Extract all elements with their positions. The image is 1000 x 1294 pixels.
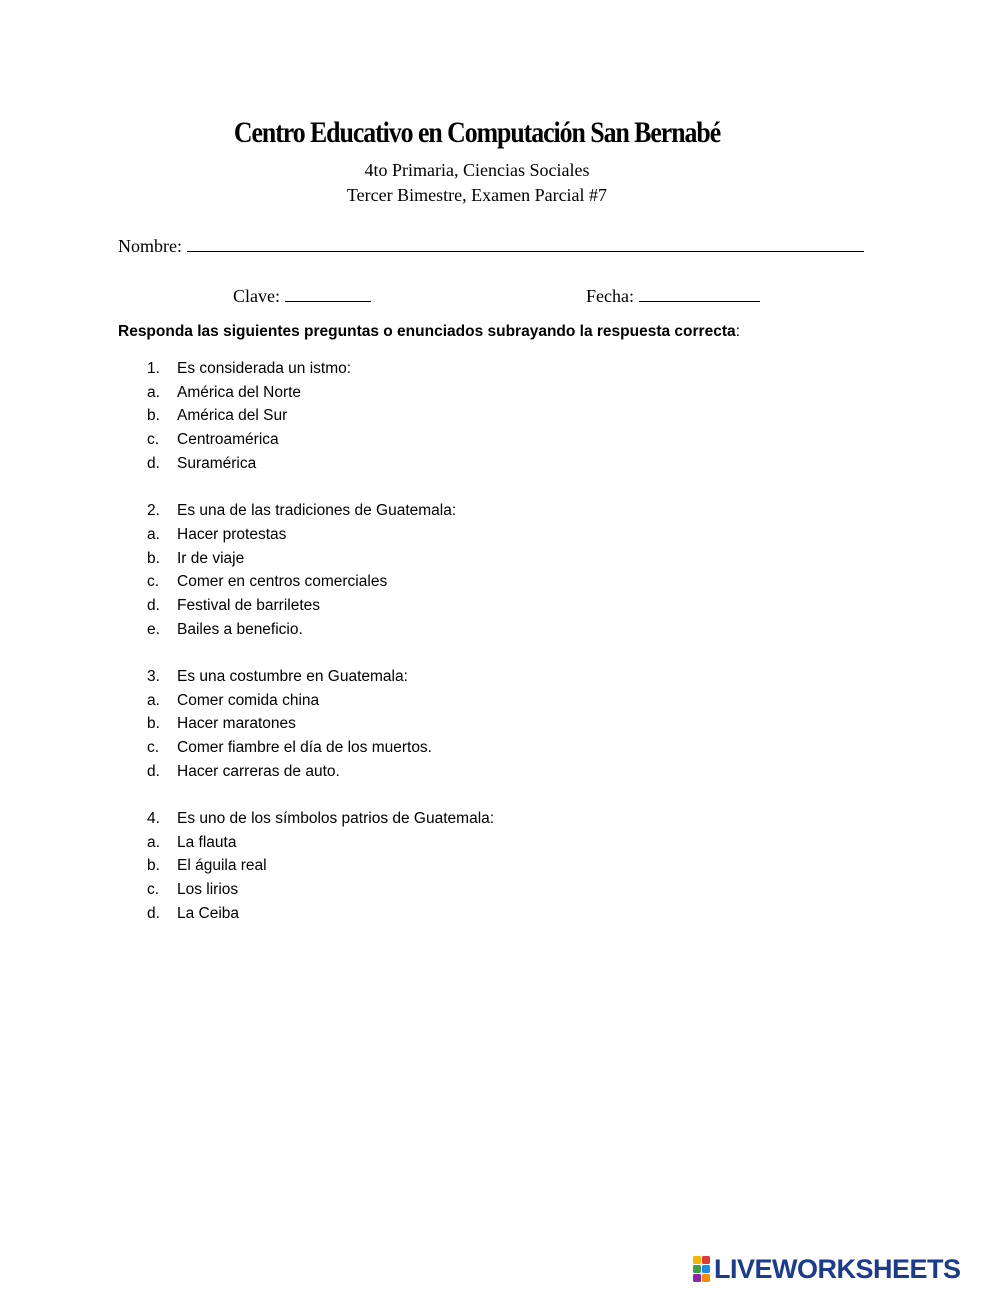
question-text: Es una de las tradiciones de Guatemala: <box>177 502 457 520</box>
course-subtitle: 4to Primaria, Ciencias Sociales <box>364 160 590 180</box>
page-title: Centro Educativo en Computación San Bernabé <box>233 116 721 149</box>
nombre-field[interactable] <box>118 235 864 257</box>
option-text[interactable]: Festival de barriletes <box>177 596 321 614</box>
option-letter: b. <box>147 857 160 875</box>
question-row <box>147 499 847 523</box>
answer-option[interactable] <box>147 523 847 547</box>
liveworksheets-wordmark: LIVEWORKSHEETS <box>714 1253 961 1284</box>
option-text[interactable]: Bailes a beneficio. <box>177 620 303 638</box>
option-text[interactable]: Ir de viaje <box>177 549 245 567</box>
answer-option[interactable] <box>147 689 847 713</box>
option-letter: b. <box>147 549 160 567</box>
logo-block <box>693 1256 701 1264</box>
clave-field[interactable] <box>233 285 371 307</box>
logo-block <box>702 1265 710 1273</box>
question-block <box>147 665 847 783</box>
option-text[interactable]: América del Norte <box>177 383 302 401</box>
question-number: 4. <box>147 810 160 828</box>
logo-block <box>693 1265 701 1273</box>
option-letter: c. <box>147 573 160 591</box>
option-text[interactable]: Comer en centros comerciales <box>177 573 388 591</box>
question-number: 2. <box>147 502 160 520</box>
nombre-label: Nombre: <box>118 236 182 256</box>
question-row <box>147 665 847 689</box>
answer-option[interactable] <box>147 878 847 902</box>
option-text[interactable]: América del Sur <box>177 407 288 425</box>
logo-block <box>693 1274 701 1282</box>
question-number: 3. <box>147 667 160 685</box>
option-letter: c. <box>147 881 160 899</box>
fecha-field[interactable] <box>586 285 760 307</box>
option-text[interactable]: El águila real <box>177 857 267 875</box>
fecha-label: Fecha: <box>586 286 634 306</box>
answer-option[interactable] <box>147 854 847 878</box>
option-text[interactable]: Hacer maratones <box>177 715 296 733</box>
option-letter: d. <box>147 904 160 922</box>
option-letter: d. <box>147 454 160 472</box>
answer-option[interactable] <box>147 831 847 855</box>
answer-option[interactable] <box>147 712 847 736</box>
nombre-input-line[interactable] <box>187 235 864 252</box>
option-text[interactable]: La Ceiba <box>177 904 240 922</box>
question-text: Es uno de los símbolos patrios de Guatemala: <box>177 810 495 828</box>
question-block <box>147 357 847 475</box>
question-list <box>147 357 847 949</box>
instructions <box>118 323 740 341</box>
option-letter: a. <box>147 525 160 543</box>
question-number: 1. <box>147 360 160 377</box>
option-letter: a. <box>147 383 160 401</box>
answer-option[interactable] <box>147 452 847 476</box>
option-letter: b. <box>147 407 160 425</box>
option-text[interactable]: Hacer carreras de auto. <box>177 762 340 780</box>
answer-option[interactable] <box>147 428 847 452</box>
option-text[interactable]: Hacer protestas <box>177 525 287 543</box>
fecha-input-line[interactable] <box>639 285 760 302</box>
instructions-text: Responda las siguientes preguntas o enunciados subrayando la respuesta correcta <box>118 323 736 340</box>
option-letter: d. <box>147 596 160 614</box>
question-text: Es una costumbre en Guatemala: <box>177 667 408 685</box>
question-block <box>147 499 847 641</box>
question-row <box>147 357 847 381</box>
answer-option[interactable] <box>147 547 847 571</box>
option-text[interactable]: Los lirios <box>177 881 239 899</box>
option-letter: a. <box>147 691 160 709</box>
answer-option[interactable] <box>147 404 847 428</box>
answer-option[interactable] <box>147 618 847 642</box>
option-letter: c. <box>147 739 160 756</box>
question-block <box>147 807 847 925</box>
option-text[interactable]: La flauta <box>177 833 237 851</box>
question-text: Es considerada un istmo: <box>177 360 352 377</box>
clave-input-line[interactable] <box>285 285 371 302</box>
answer-option[interactable] <box>147 594 847 618</box>
answer-option[interactable] <box>147 902 847 926</box>
liveworksheets-logo <box>693 1254 961 1284</box>
exam-subtitle: Tercer Bimestre, Examen Parcial #7 <box>346 185 608 205</box>
liveworksheets-logo-icon <box>693 1256 710 1282</box>
logo-block <box>702 1256 710 1264</box>
option-letter: e. <box>147 620 160 638</box>
clave-label: Clave: <box>233 286 280 306</box>
option-text[interactable]: Suramérica <box>177 454 257 472</box>
option-letter: a. <box>147 833 160 851</box>
option-letter: d. <box>147 762 160 780</box>
option-text[interactable]: Centroamérica <box>177 431 279 449</box>
option-letter: b. <box>147 715 160 733</box>
answer-option[interactable] <box>147 381 847 405</box>
option-letter: c. <box>147 431 160 449</box>
question-row <box>147 807 847 831</box>
option-text[interactable]: Comer comida china <box>177 691 320 709</box>
answer-option[interactable] <box>147 736 847 760</box>
instructions-colon: : <box>735 323 740 340</box>
answer-option[interactable] <box>147 760 847 784</box>
option-text[interactable]: Comer fiambre el día de los muertos. <box>177 739 432 756</box>
logo-block <box>702 1274 710 1282</box>
answer-option[interactable] <box>147 570 847 594</box>
